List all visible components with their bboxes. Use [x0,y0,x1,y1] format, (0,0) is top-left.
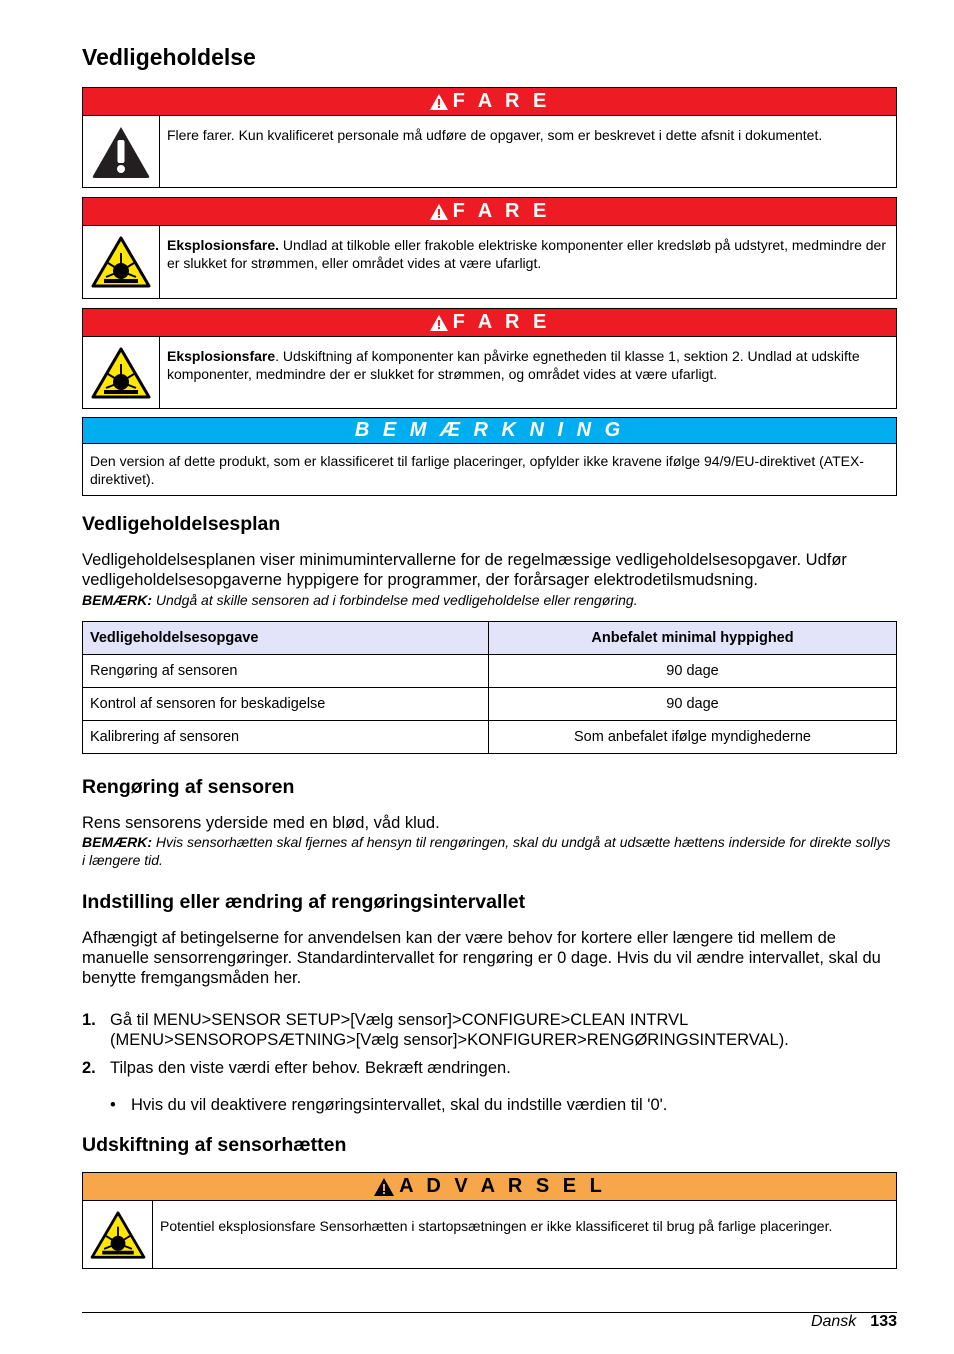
danger-text: Eksplosionsfare. Udskiftning af komponenter kan påvirke egnetheden til klasse 1, sektion 2. Undlad at udskifte komponenter, medmindre der er slukket for strømmen, og området vides at være ufarligt. [167,348,860,382]
warning-triangle-icon [429,93,449,111]
danger-text: Eksplosionsfare. Undlad at tilkoble eller frakoble elektriske komponenter eller kredsløb på udstyret, medmindre der er slukket for strømmen, eller området vides at være ufarligt. [167,237,887,271]
warning-triangle-icon [429,314,449,332]
danger-box-2 [82,197,897,299]
danger-header: F A R E [83,88,896,116]
step-text: Gå til MENU>SENSOR SETUP>[Vælg sensor]>CONFIGURE>CLEAN INTRVL (MENU>SENSOROPSÆTNING>[Vælg sensor]>KONFIGURER>RENGØRINGSINTERVAL). [110,1011,789,1049]
table-header: Anbefalet minimal hyppighed [489,622,897,655]
step-number: 2. [82,1059,96,1077]
danger-header: F A R E [83,198,896,226]
notice-box [82,417,897,496]
table-cell: Kontrol af sensoren for beskadigelse [83,688,489,721]
table-header: Vedligeholdelsesopgave [83,622,489,655]
page-title: Vedligeholdelse [82,44,256,70]
bullet-item [110,1095,897,1115]
section-heading-replace: Udskiftning af sensorhætten [82,1134,347,1156]
step-1 [82,1010,897,1050]
table-cell: Som anbefalet ifølge myndighederne [489,721,897,754]
table-cell: 90 dage [489,655,897,688]
danger-text: Flere farer. Kun kvalificeret personale må udføre de opgaver, som er beskrevet i dette afsnit i dokumentet. [167,127,823,143]
section-heading-interval: Indstilling eller ændring af rengøringsintervallet [82,891,526,913]
step-number: 1. [82,1011,96,1029]
section-heading-plan: Vedligeholdelsesplan [82,513,281,535]
general-hazard-icon [83,116,160,187]
explosion-hazard-icon [83,226,160,298]
notice-header: B E M Æ R K N I N G [83,418,896,444]
bullet-mark: • [110,1096,116,1114]
maintenance-schedule-table [82,621,897,754]
cleaning-text: Rens sensorens yderside med en blød, våd klud. [82,814,440,832]
warning-text: Potentiel eksplosionsfare Sensorhætten i startopsætningen er ikke klassificeret til brug på farlige placeringer. [160,1218,833,1234]
warning-triangle-icon [429,203,449,221]
warning-triangle-icon [373,1177,395,1197]
plan-intro: Vedligeholdelsesplanen viser minimumintervallerne for de regelmæssige vedligeholdelsesopgaver. Udfør vedligeholdelsesopgaverne hyppigere for programmer, der forårsager elektrodetilsmudsning. [82,551,847,589]
table-cell: 90 dage [489,688,897,721]
plan-note: BEMÆRK: Undgå at skille sensoren ad i forbindelse med vedligeholdelse eller rengøring. [82,592,638,608]
danger-box-1 [82,87,897,188]
explosion-hazard-icon [83,1201,153,1268]
danger-header: F A R E [83,309,896,337]
bullet-text: Hvis du vil deaktivere rengøringsintervallet, skal du indstille værdien til '0'. [131,1096,668,1114]
explosion-hazard-icon [83,337,160,408]
page-footer [811,1313,897,1331]
notice-text: Den version af dette produkt, som er klassificeret til farlige placeringer, opfylder ikke kravene ifølge 94/9/EU-direktivet (ATEX-direktivet). [90,453,864,487]
cleaning-note: BEMÆRK: Hvis sensorhætten skal fjernes af hensyn til rengøringen, skal du undgå at udsætte hættens inderside for direkte sollys i længere tid. [82,834,891,868]
footer-divider [82,1312,897,1313]
table-row [83,688,897,721]
page-number: 133 [870,1313,897,1330]
warning-header: A D V A R S E L [83,1173,896,1201]
footer-language: Dansk [810,1313,857,1330]
section-heading-cleaning: Rengøring af sensoren [82,776,295,798]
interval-intro: Afhængigt af betingelserne for anvendelsen kan der være behov for kortere eller længere tid mellem de manuelle sensorrengøringer. Standardintervallet for rengøring er 0 dage. Hvis du vil ændre intervallet, skal du benytte fremgangsmåden her. [82,929,881,987]
table-row [83,721,897,754]
danger-box-3 [82,308,897,409]
step-2 [82,1058,897,1078]
warning-box [82,1172,897,1269]
table-row [83,655,897,688]
step-text: Tilpas den viste værdi efter behov. Bekræft ændringen. [110,1059,511,1077]
table-cell: Kalibrering af sensoren [83,721,489,754]
table-cell: Rengøring af sensoren [83,655,489,688]
